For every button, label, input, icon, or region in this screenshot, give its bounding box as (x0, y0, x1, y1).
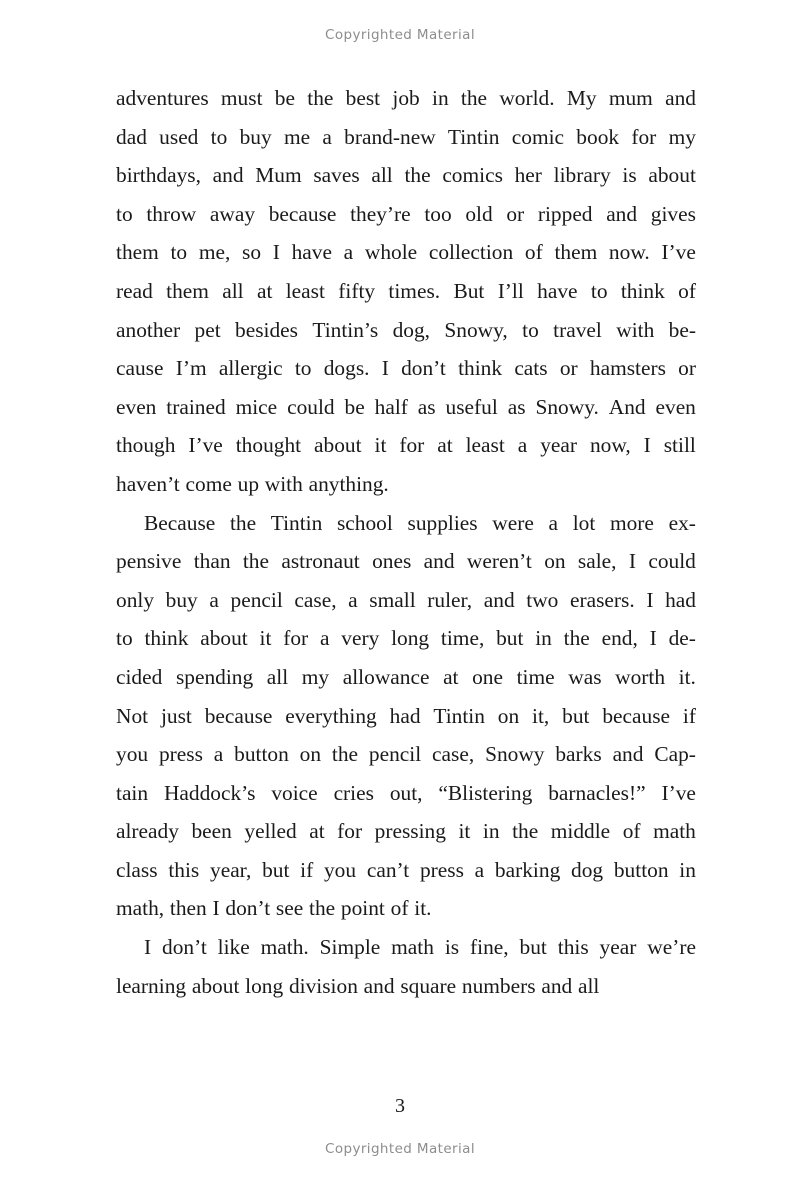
text-line: haven’t come up with anything. (116, 471, 389, 496)
text-line: already been yelled at for pressing it in the middle of math (116, 819, 696, 844)
text-line: even trained mice could be half as useful as Snowy. And even (116, 394, 696, 419)
text-line: cause I’m allergic to dogs. I don’t think cats or hamsters or (116, 356, 696, 381)
text-line: them to me, so I have a whole collection of them now. I’ve (116, 240, 696, 265)
text-line: read them all at least fifty times. But I’ll have to think of (116, 278, 696, 303)
text-line: Not just because everything had Tintin on it, but because if (116, 703, 696, 728)
text-line: cided spending all my allowance at one time was worth it. (116, 664, 696, 689)
paragraph-3 (116, 935, 696, 1012)
text-line: class this year, but if you can’t press a barking dog button in (116, 857, 696, 882)
text-line: though I’ve thought about it for at least a year now, I still (116, 433, 696, 458)
text-line: pensive than the astronaut ones and weren’t on sale, I could (116, 549, 696, 574)
text-line: Because the Tintin school supplies were a lot more ex- (144, 510, 696, 535)
copyright-watermark-top: Copyrighted Material (325, 27, 475, 43)
text-line: math, then I don’t see the point of it. (116, 896, 432, 921)
page-text-block (116, 86, 696, 1012)
text-line: another pet besides Tintin’s dog, Snowy, to travel with be- (116, 317, 696, 342)
paragraph-2 (116, 511, 696, 936)
paragraph-1 (116, 86, 696, 511)
text-line: I don’t like math. Simple math is fine, but this year we’re (144, 935, 696, 960)
text-line: learning about long division and square numbers and all (116, 973, 600, 998)
text-line: dad used to buy me a brand-new Tintin comic book for my (116, 124, 696, 149)
text-line: adventures must be the best job in the world. My mum and (116, 86, 696, 110)
text-line: only buy a pencil case, a small ruler, and two erasers. I had (116, 587, 696, 612)
text-line: birthdays, and Mum saves all the comics her library is about (116, 163, 696, 188)
text-line: to throw away because they’re too old or ripped and gives (116, 201, 696, 226)
text-line: to think about it for a very long time, but in the end, I de- (116, 626, 696, 651)
copyright-watermark-bottom: Copyrighted Material (325, 1141, 475, 1157)
text-line: tain Haddock’s voice cries out, “Blistering barnacles!” I’ve (116, 780, 696, 805)
page-number: 3 (395, 1095, 405, 1117)
text-line: you press a button on the pencil case, Snowy barks and Cap- (116, 742, 696, 767)
